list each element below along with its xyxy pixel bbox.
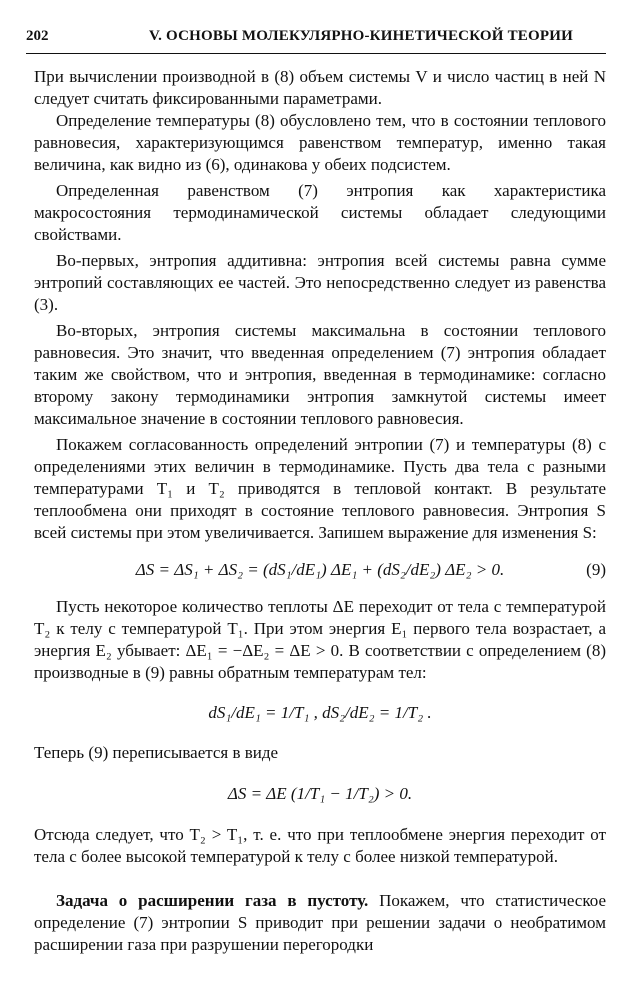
task-text: Покажем, что статистическое определение (7) энтропии S приводит при решении задачи о необратимом расширении газа при разрушении перегородки	[34, 891, 606, 954]
equation-9-number: (9)	[586, 560, 606, 579]
paragraph-6: Покажем согласованность определений энтропии (7) и температуры (8) с определениями этих величин в термодинамике. Пусть два тела с разными температурами T₁ и T₂ приводятся в тепловой контакт. В результате теплообмена они приходят в состояние теплового равновесия. Энтропия S всей системы при этом увеличивается. Запишем выражение для изменения S:	[34, 435, 606, 542]
paragraph-9: Отсюда следует, что T₂ > T₁, т. е. что при теплообмене энергия переходит от тела с более высокой температурой к телу с более низкой температурой.	[34, 825, 606, 866]
equation-derivatives-body: dS₁/dE₁ = 1/T₁ , dS₂/dE₂ = 1/T₂ .	[208, 703, 432, 722]
equation-derivatives	[34, 690, 606, 736]
paragraph-8: Теперь (9) переписывается в виде	[34, 743, 279, 762]
paragraph-5: Во-вторых, энтропия системы максимальна в состоянии теплового равновесия. Это значит, что введенная определением (7) энтропия обладает таким же свойством, что и энтропия, введенная в термодинамике: согласно второму закону термодинамики энтропия замкнутой системы имеет максимальное значение в состоянии теплового равновесия.	[34, 321, 606, 428]
task-heading: Задача о расширении газа в пустоту.	[56, 891, 369, 910]
header-rule	[26, 53, 606, 54]
section-gap	[34, 868, 606, 890]
paragraph-7: Пусть некоторое количество теплоты ΔE переходит от тела с температурой T₂ к телу с температурой T₁. При этом энергия E₁ первого тела возрастает, а энергия E₂ убывает: ΔE₁ = −ΔE₂ = ΔE > 0. В соответствии с определением (8) производные в (9) равны обратным температурам тел:	[34, 597, 606, 682]
paragraph-3: Определенная равенством (7) энтропия как характеристика макросостояния термодинамической системы обладает следующими свойствами.	[34, 181, 606, 244]
chapter-title: V. ОСНОВЫ МОЛЕКУЛЯРНО-КИНЕТИЧЕСКОЙ ТЕОРИИ	[149, 28, 573, 44]
paragraph-1: При вычислении производной в (8) объем системы V и число частиц в ней N следует считать фиксированными параметрами.	[34, 67, 606, 108]
equation-final	[34, 770, 606, 818]
paragraph-2: Определение температуры (8) обусловлено тем, что в состоянии теплового равновесия, характеризующимся равенством температур, именно такая величина, как видно из (6), одинакова у обеих подсистем.	[34, 111, 606, 174]
equation-final-body: ΔS = ΔE (1/T₁ − 1/T₂) > 0.	[227, 784, 413, 803]
equation-9	[34, 550, 606, 590]
task-paragraph	[34, 890, 606, 956]
page-header	[26, 26, 606, 52]
equation-9-body: ΔS = ΔS₁ + ΔS₂ = (dS₁/dE₁) ΔE₁ + (dS₂/dE₂) ΔE₂ > 0.	[135, 560, 505, 579]
paragraph-4: Во-первых, энтропия аддитивна: энтропия всей системы равна сумме энтропий составляющих ее частей. Это непосредственно следует из равенства (3).	[34, 251, 606, 314]
page-number: 202	[26, 28, 49, 44]
page-body	[34, 66, 606, 956]
